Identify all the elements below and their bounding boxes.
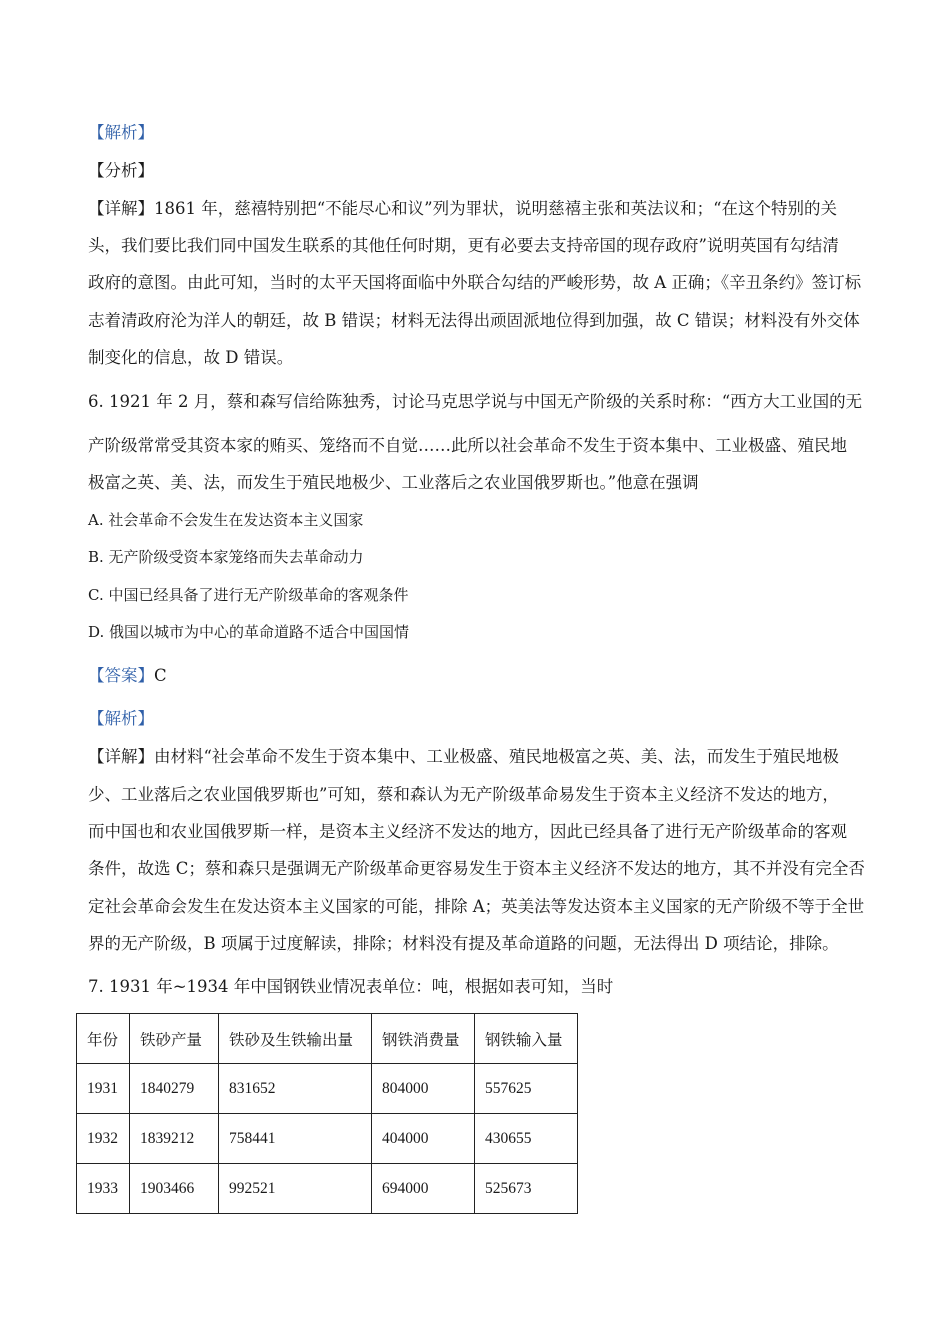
question-stem-line: 产阶级常常受其资本家的贿买、笼络而不自觉……此所以社会革命不发生于资本集中、工业极盛、殖民地 xyxy=(88,436,847,455)
table-cell: 694000 xyxy=(372,1164,475,1214)
table-header-cell: 钢铁输入量 xyxy=(475,1014,578,1064)
table-cell: 525673 xyxy=(475,1164,578,1214)
answer-value: C xyxy=(154,666,167,685)
answer-line xyxy=(88,665,167,687)
table-header-cell: 铁砂产量 xyxy=(130,1014,219,1064)
detail-line: 条件，故选 C；蔡和森只是强调无产阶级革命更容易发生于资本主义经济不发达的地方，其不并没有完全否 xyxy=(88,859,865,878)
detail-line: 志着清政府沦为洋人的朝廷，故 B 错误；材料无法得出顽固派地位得到加强，故 C 错误；材料没有外交体 xyxy=(88,311,860,330)
table-header-cell: 钢铁消费量 xyxy=(372,1014,475,1064)
table-cell: 1931 xyxy=(77,1064,130,1114)
table-cell: 1839212 xyxy=(130,1114,219,1164)
detail-line: 界的无产阶级，B 项属于过度解读，排除；材料没有提及革命道路的问题，无法得出 D 项结论，排除。 xyxy=(88,934,839,953)
detail-line: 定社会革命会发生在发达资本主义国家的可能，排除 A；英美法等发达资本主义国家的无产阶级不等于全世 xyxy=(88,897,865,916)
table-cell: 831652 xyxy=(219,1064,372,1114)
table-cell: 1840279 xyxy=(130,1064,219,1114)
table-cell: 430655 xyxy=(475,1114,578,1164)
option-b: B. 无产阶级受资本家笼络而失去革命动力 xyxy=(88,548,364,566)
detail-tag: 【详解】 xyxy=(88,747,154,766)
analysis-tag: 【解析】 xyxy=(88,709,154,728)
option-c: C. 中国已经具备了进行无产阶级革命的客观条件 xyxy=(88,586,409,604)
table-cell: 758441 xyxy=(219,1114,372,1164)
question-stem-line: 7. 1931 年~1934 年中国钢铁业情况表单位：吨，根据如表可知，当时 xyxy=(88,977,614,996)
detail-line: 而中国也和农业国俄罗斯一样，是资本主义经济不发达的地方，因此已经具备了进行无产阶级革命的客观 xyxy=(88,822,847,841)
question-stem-line: 极富之英、美、法，而发生于殖民地极少、工业落后之农业国俄罗斯也。”他意在强调 xyxy=(88,473,699,492)
detail-line: 少、工业落后之农业国俄罗斯也”可知，蔡和森认为无产阶级革命易发生于资本主义经济不发达的地方， xyxy=(88,785,839,804)
table-cell: 992521 xyxy=(219,1164,372,1214)
fenxi-tag: 【分析】 xyxy=(88,161,154,180)
table-row xyxy=(77,1164,578,1214)
detail-line: 【详解】1861 年，慈禧特别把“不能尽心和议”列为罪状，说明慈禧主张和英法议和；“在这个特别的关 xyxy=(88,199,838,218)
table-cell: 1903466 xyxy=(130,1164,219,1214)
table-cell: 804000 xyxy=(372,1064,475,1114)
table-header-cell: 铁砂及生铁输出量 xyxy=(219,1014,372,1064)
table-cell: 557625 xyxy=(475,1064,578,1114)
analysis-tag: 【解析】 xyxy=(88,123,154,142)
option-d: D. 俄国以城市为中心的革命道路不适合中国国情 xyxy=(88,623,410,641)
steel-industry-table xyxy=(76,1013,578,1214)
detail-line: 头，我们要比我们同中国发生联系的其他任何时期，更有必要去支持帝国的现存政府”说明英国有勾结清 xyxy=(88,236,839,255)
table-header-row xyxy=(77,1014,578,1064)
table-cell: 1932 xyxy=(77,1114,130,1164)
table-cell: 1933 xyxy=(77,1164,130,1214)
table-cell: 404000 xyxy=(372,1114,475,1164)
table-row xyxy=(77,1064,578,1114)
question-stem-line: 6. 1921 年 2 月，蔡和森写信给陈独秀，讨论马克思学说与中国无产阶级的关系时称：“西方大工业国的无 xyxy=(88,392,863,411)
option-a: A. 社会革命不会发生在发达资本主义国家 xyxy=(88,511,364,529)
detail-line: 【详解】由材料“社会革命不发生于资本集中、工业极盛、殖民地极富之英、美、法，而发生于殖民地极 xyxy=(88,747,839,766)
detail-tag: 【详解】 xyxy=(88,199,154,218)
detail-line: 制变化的信息，故 D 错误。 xyxy=(88,348,294,367)
table-header-cell: 年份 xyxy=(77,1014,130,1064)
table-row xyxy=(77,1114,578,1164)
answer-tag: 【答案】 xyxy=(88,666,154,685)
detail-line: 政府的意图。由此可知，当时的太平天国将面临中外联合勾结的严峻形势，故 A 正确；《辛丑条约》签订标 xyxy=(88,273,862,292)
